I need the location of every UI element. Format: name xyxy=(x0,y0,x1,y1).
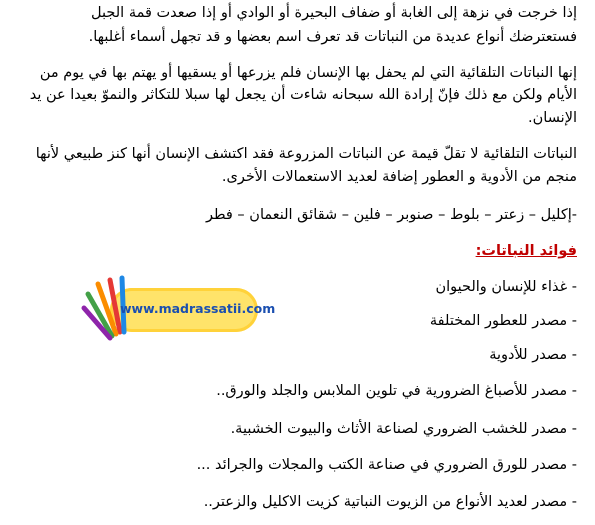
site-logo xyxy=(80,270,276,348)
benefit-item: - مصدر للورق الضروري في صناعة الكتب والمجلات والجرائد ... xyxy=(196,457,577,473)
benefit-item: - مصدر للأدوية xyxy=(489,347,577,363)
paragraph-1-line-2: فستعترضك أنواع عديدة من النباتات قد تعرف اسم بعضها و قد تجهل أسماء أغلبها. xyxy=(88,29,577,45)
paragraph-3-line-2: منجم من الأدوية و العطور إضافة لعديد الاستعمالات الأخرى. xyxy=(221,169,577,185)
paragraph-3-line-1: النباتات التلقائية لا تقلّ قيمة عن النباتات المزروعة فقد اكتشف الإنسان أنها كنز طبيعي لأنها xyxy=(35,146,577,162)
benefit-item: - مصدر للعطور المختلفة xyxy=(429,313,577,329)
benefit-item: - مصدر للأصباغ الضرورية في تلوين الملابس والجلد والورق.. xyxy=(216,383,577,399)
benefit-item: - مصدر للخشب الضروري لصناعة الأثاث والبيوت الخشبية. xyxy=(230,421,577,437)
paragraph-2-line-3: الإنسان. xyxy=(528,110,577,126)
paragraph-2-line-1: إنها النباتات التلقائية التي لم يحفل بها الإنسان فلم يزرعها أو يسقيها أو يهتم بها في يوم من xyxy=(39,65,577,81)
benefit-item: - غذاء للإنسان والحيوان xyxy=(435,279,577,295)
plant-names-list: -إكليل – زعتر – بلوط – صنوبر – فلين – شقائق النعمان – فطر xyxy=(206,207,577,223)
benefit-item: - مصدر لعديد الأنواع من الزيوت النباتية كزيت الاكليل والزعتر.. xyxy=(203,494,577,510)
benefits-heading: فوائد النباتات: xyxy=(475,243,577,259)
paragraph-1-line-1: إذا خرجت في نزهة إلى الغابة أو ضفاف البحيرة أو الوادي أو إذا صعدت قمة الجبل xyxy=(91,5,577,21)
paragraph-2-line-2: الأيام ولكن مع ذلك فإنّ إرادة الله سبحانه شاءت أن يجعل لها سبلا للتكاثر والنموّ بعيدا عن يد xyxy=(29,87,577,103)
logo-text: www.madrassatii.com xyxy=(120,301,276,316)
